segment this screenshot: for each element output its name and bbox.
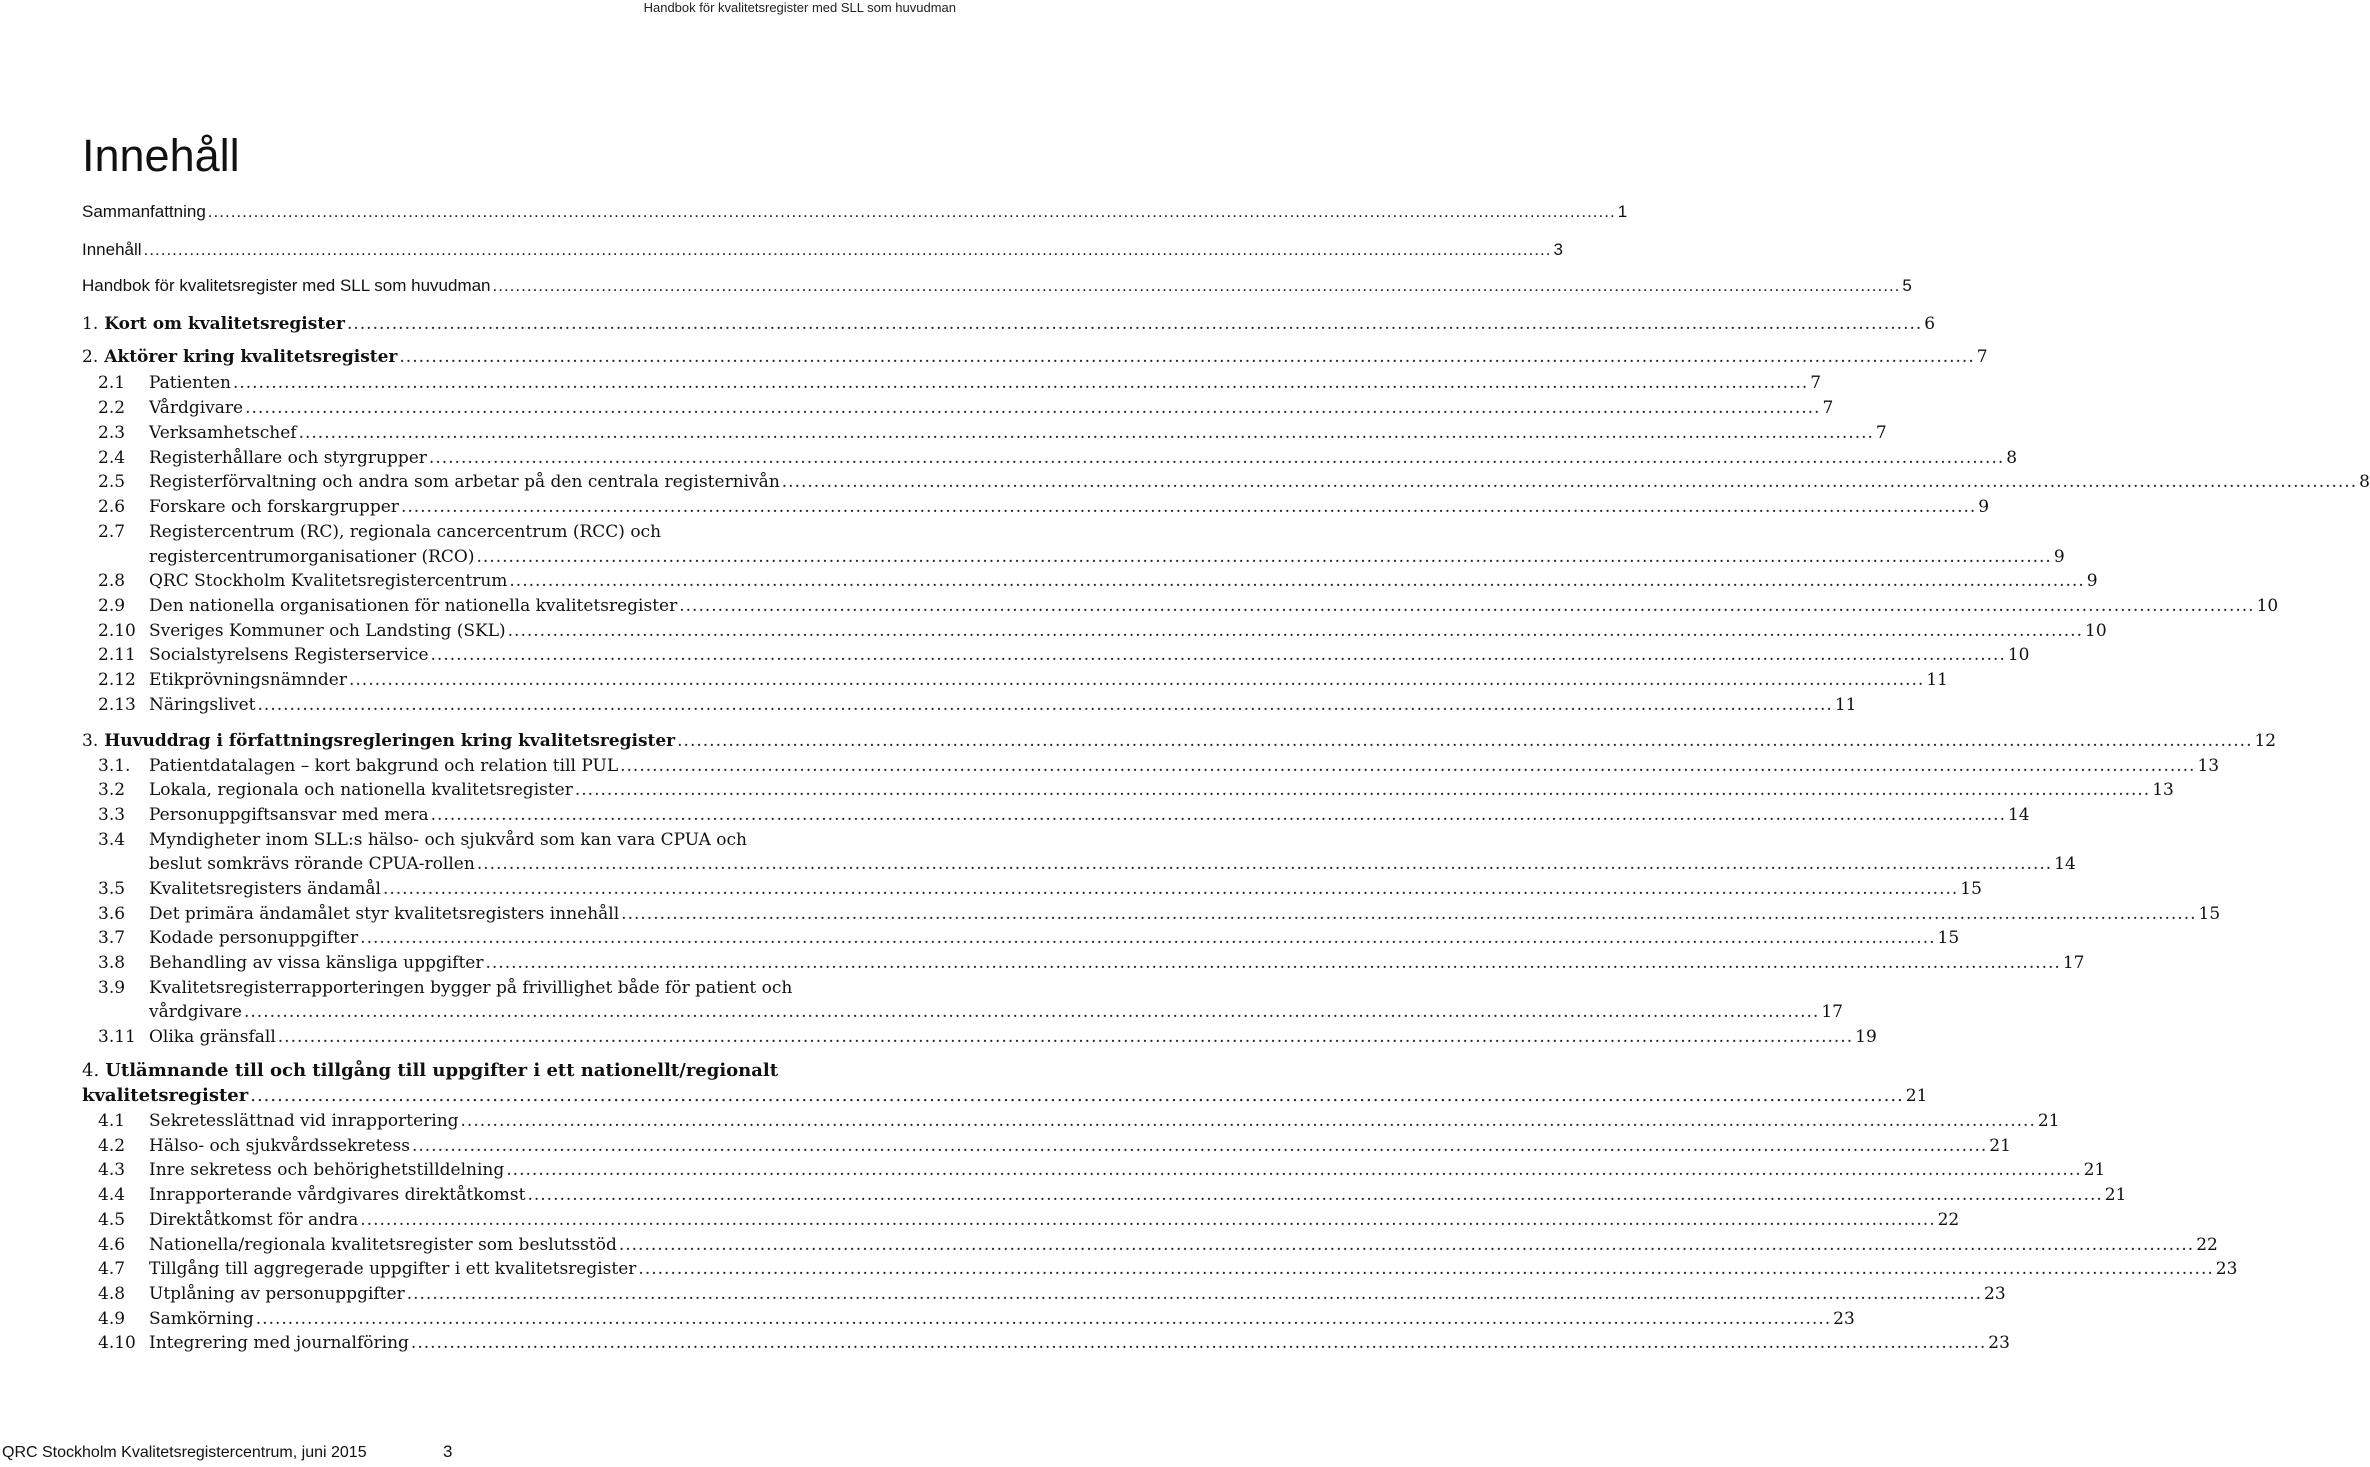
- toc-entry-multiline[interactable]: [98, 976, 897, 1000]
- toc-leader: [399, 345, 1974, 369]
- toc-page: 21: [1905, 1086, 1928, 1106]
- toc-page: 6: [1924, 314, 1936, 334]
- toc-entry[interactable]: [98, 446, 2018, 470]
- toc-leader: [431, 803, 2006, 827]
- toc-page: 11: [1834, 695, 1857, 715]
- toc-title: Aktörer kring kvalitetsregister: [104, 347, 398, 367]
- toc-entry[interactable]: [98, 371, 1822, 395]
- toc-number: 4.4: [98, 1185, 126, 1205]
- toc-page: 7: [1875, 423, 1887, 443]
- toc-page: 10: [2256, 596, 2279, 616]
- toc-title: Kvalitetsregisters ändamål: [149, 879, 381, 899]
- toc-leader: [233, 371, 1808, 395]
- toc-title: Etikprövningsnämnder: [149, 670, 347, 690]
- toc-leader: [245, 396, 1820, 420]
- toc-page: 17: [1821, 1002, 1843, 1022]
- toc-leader: [349, 668, 1924, 692]
- toc-title: QRC Stockholm Kvalitetsregistercentrum: [149, 571, 508, 591]
- toc-leader: [476, 545, 2051, 569]
- toc-leader: [429, 446, 2004, 470]
- toc-page: 9: [1978, 497, 1990, 517]
- toc-entry[interactable]: [98, 877, 1982, 901]
- toc-entry[interactable]: [98, 951, 2085, 975]
- toc-number: 2.12: [98, 670, 136, 690]
- toc-entry[interactable]: [98, 594, 2279, 618]
- toc-number: 4.6: [98, 1235, 126, 1255]
- toc-page: 22: [1937, 1210, 1960, 1230]
- toc-entry[interactable]: [98, 569, 2098, 593]
- toc-entry[interactable]: [98, 1257, 2238, 1281]
- toc-page: 7: [1822, 398, 1834, 418]
- toc-title: Utlämnande till och tillgång till uppgifter i ett nationellt/regionalt: [105, 1060, 779, 1081]
- toc-number: 3.7: [98, 928, 126, 948]
- toc-number: 2.10: [98, 621, 136, 641]
- toc-entry-multiline[interactable]: [98, 520, 897, 544]
- toc-entry[interactable]: [98, 1331, 2010, 1355]
- toc-title: Lokala, regionala och nationella kvalitetsregister: [149, 780, 573, 800]
- toc-leader: [360, 1208, 1935, 1232]
- toc-page: 13: [2152, 780, 2174, 800]
- toc-number: 2.1: [98, 373, 126, 393]
- toc-leader: [412, 1134, 1987, 1158]
- toc-number: 2.13: [98, 695, 136, 715]
- toc-page: 21: [1989, 1136, 2011, 1156]
- toc-leader: [360, 926, 1935, 950]
- toc-page: 23: [2215, 1259, 2238, 1279]
- toc-title: Samkörning: [149, 1309, 254, 1329]
- toc-page: 13: [2197, 756, 2220, 776]
- toc-number: 4.1: [98, 1111, 126, 1131]
- toc-number: 3.4: [98, 830, 126, 850]
- toc-entry-multiline[interactable]: [98, 828, 897, 852]
- toc-entry[interactable]: [98, 1307, 1855, 1331]
- toc-title: Det primära ändamålet styr kvalitetsregisters innehåll: [149, 904, 620, 924]
- toc-page: 3: [1553, 240, 1563, 259]
- toc-entry[interactable]: [98, 1134, 2011, 1158]
- toc-leader: [299, 421, 1874, 445]
- toc-leader: [401, 495, 1976, 519]
- toc-leader: [619, 1233, 2194, 1257]
- toc-leader: [144, 238, 1552, 262]
- toc-title: Innehåll: [82, 240, 142, 259]
- toc-page: 9: [2086, 571, 2098, 591]
- toc-title: Kort om kvalitetsregister: [104, 314, 345, 334]
- toc-leader: [461, 1109, 2036, 1133]
- toc-entry[interactable]: [98, 803, 2030, 827]
- toc-page: 19: [1855, 1027, 1877, 1047]
- toc-number: 2.: [82, 347, 99, 367]
- toc-title: Registerförvaltning och andra som arbetar på den centrala registernivån: [149, 472, 780, 492]
- toc-title: Handbok för kvalitetsregister med SLL som huvudman: [82, 276, 491, 295]
- toc-entry[interactable]: [98, 1025, 1877, 1049]
- toc-title: Myndigheter inom SLL:s hälso- och sjukvård som kan vara CPUA och: [149, 830, 747, 850]
- toc-page: 8: [2359, 472, 2370, 492]
- toc-page: 17: [2062, 953, 2085, 973]
- toc-leader: [431, 643, 2006, 667]
- toc-entry[interactable]: [98, 1282, 2006, 1306]
- toc-entry-handbok[interactable]: [82, 274, 1912, 298]
- toc-leader: [509, 569, 2084, 593]
- toc-leader: [347, 312, 1922, 336]
- toc-entry[interactable]: [98, 778, 2174, 802]
- toc-number: 4.7: [98, 1259, 126, 1279]
- toc-number: 3.5: [98, 879, 126, 899]
- toc-entry[interactable]: [98, 1233, 2218, 1257]
- toc-chapter-1[interactable]: [82, 312, 1936, 336]
- toc-number: 3.9: [98, 978, 126, 998]
- page-title: Innehåll: [82, 130, 240, 181]
- toc-number: 4.: [82, 1060, 100, 1081]
- toc-page: 1: [1617, 202, 1628, 221]
- toc-entry[interactable]: [98, 396, 1834, 420]
- toc-title: Sammanfattning: [82, 202, 206, 221]
- toc-number: 2.4: [98, 448, 126, 468]
- toc-leader: [383, 877, 1958, 901]
- toc-page: 12: [2254, 731, 2277, 751]
- toc-title-continuation: vårdgivare: [149, 1002, 242, 1022]
- toc-page: 11: [1926, 670, 1948, 690]
- toc-page: 21: [2083, 1160, 2106, 1180]
- toc-title: Vårdgivare: [149, 398, 244, 418]
- toc-page: 23: [1988, 1333, 2010, 1353]
- toc-page: 7: [1976, 347, 1988, 367]
- toc-number: 2.8: [98, 571, 126, 591]
- toc-entry[interactable]: [98, 643, 2030, 667]
- toc-leader: [486, 951, 2061, 975]
- toc-leader: [250, 1084, 1904, 1108]
- toc-title: Hälso- och sjukvårdssekretess: [149, 1136, 410, 1156]
- toc-number: 3.6: [98, 904, 126, 924]
- toc-leader: [411, 1331, 1986, 1355]
- toc-leader: [493, 274, 1901, 298]
- toc-title: Sekretesslättnad vid inrapportering: [149, 1111, 459, 1131]
- toc-number: 4.9: [98, 1309, 126, 1329]
- toc-leader: [621, 902, 2196, 926]
- toc-title: Registercentrum (RC), regionala cancercentrum (RCC) och: [149, 522, 662, 542]
- toc-page: 15: [1937, 928, 1960, 948]
- footer-text: QRC Stockholm Kvalitetsregistercentrum, juni 2015: [2, 1444, 367, 1461]
- toc-leader: [278, 1025, 1853, 1049]
- toc-entry-continuation[interactable]: [149, 852, 2076, 876]
- toc-title: Direktåtkomst för andra: [149, 1210, 359, 1230]
- toc-number: 2.7: [98, 522, 126, 542]
- toc-page: 8: [2006, 448, 2018, 468]
- toc-leader: [638, 1257, 2213, 1281]
- toc-title: Kodade personuppgifter: [149, 928, 359, 948]
- toc-entry-sammanfattning[interactable]: [82, 200, 1628, 224]
- toc-page: 21: [2104, 1185, 2127, 1205]
- toc-title: Utplåning av personuppgifter: [149, 1284, 405, 1304]
- toc-entry-innehall[interactable]: [82, 238, 1563, 262]
- toc-number: 2.6: [98, 497, 126, 517]
- toc-page: 14: [2007, 805, 2030, 825]
- toc-title-continuation: beslut somkrävs rörande CPUA-rollen: [149, 854, 475, 874]
- toc-title: Inre sekretess och behörighetstilldelning: [149, 1160, 505, 1180]
- toc-leader: [256, 1307, 1831, 1331]
- toc-entry[interactable]: [98, 754, 2220, 778]
- toc-title: Den nationella organisationen för nationella kvalitetsregister: [149, 596, 678, 616]
- toc-number: 4.2: [98, 1136, 126, 1156]
- toc-page: 5: [1902, 276, 1912, 295]
- toc-chapter-3[interactable]: [82, 729, 2277, 753]
- toc-title: Integrering med journalföring: [149, 1333, 409, 1353]
- toc-title: Näringslivet: [149, 695, 256, 715]
- toc-entry[interactable]: [98, 619, 2107, 643]
- toc-title: Personuppgiftsansvar med mera: [149, 805, 429, 825]
- toc-leader: [527, 1183, 2102, 1207]
- toc-title: Socialstyrelsens Registerservice: [149, 645, 429, 665]
- toc-entry[interactable]: [98, 1208, 1960, 1232]
- toc-chapter-4-continuation[interactable]: [82, 1084, 1928, 1108]
- toc-number: 4.3: [98, 1160, 126, 1180]
- toc-leader: [244, 1000, 1819, 1024]
- toc-leader: [677, 729, 2252, 753]
- toc-chapter-2[interactable]: [82, 345, 1988, 369]
- toc-leader: [782, 470, 2357, 494]
- toc-title: Patienten: [149, 373, 231, 393]
- toc-leader: [407, 1282, 1982, 1306]
- toc-entry[interactable]: [98, 470, 2370, 494]
- toc-number: 2.9: [98, 596, 126, 616]
- toc-leader: [679, 594, 2254, 618]
- running-header: Handbok för kvalitetsregister med SLL som huvudman: [643, 0, 956, 15]
- toc-title: Olika gränsfall: [149, 1027, 276, 1047]
- toc-entry[interactable]: [98, 421, 1887, 445]
- toc-number: 3.2: [98, 780, 126, 800]
- toc-number: 2.2: [98, 398, 126, 418]
- toc-number: 3.8: [98, 953, 126, 973]
- toc-number: 1.: [82, 314, 99, 334]
- toc-number: 2.11: [98, 645, 136, 665]
- toc-number: 3.3: [98, 805, 126, 825]
- toc-entry-continuation[interactable]: [149, 545, 2065, 569]
- toc-entry[interactable]: [98, 1109, 2060, 1133]
- toc-leader: [208, 200, 1616, 224]
- toc-entry[interactable]: [98, 1158, 2106, 1182]
- toc-title: Huvuddrag i författningsregleringen kring kvalitetsregister: [104, 731, 676, 751]
- toc-entry[interactable]: [98, 668, 1948, 692]
- toc-number: 4.5: [98, 1210, 126, 1230]
- toc-title-continuation: kvalitetsregister: [82, 1085, 249, 1106]
- toc-page: 23: [1984, 1284, 2006, 1304]
- toc-entry[interactable]: [98, 902, 2221, 926]
- toc-leader: [620, 754, 2195, 778]
- toc-title: Inrapporterande vårdgivares direktåtkomst: [149, 1185, 526, 1205]
- toc-title: Sveriges Kommuner och Landsting (SKL): [149, 621, 506, 641]
- toc-page: 10: [2007, 645, 2030, 665]
- toc-title: Tillgång till aggregerade uppgifter i ett kvalitetsregister: [149, 1259, 637, 1279]
- toc-title: Verksamhetschef: [149, 423, 297, 443]
- toc-leader: [508, 619, 2083, 643]
- toc-entry[interactable]: [98, 693, 1857, 717]
- toc-title: Behandling av vissa känsliga uppgifter: [149, 953, 484, 973]
- toc-entry-continuation[interactable]: [149, 1000, 1843, 1024]
- toc-number: 4.10: [98, 1333, 136, 1353]
- toc-page: 7: [1810, 373, 1822, 393]
- toc-number: 3.: [82, 731, 99, 751]
- toc-title: Registerhållare och styrgrupper: [149, 448, 427, 468]
- toc-page: 21: [2037, 1111, 2060, 1131]
- toc-number: 3.1.: [98, 756, 131, 776]
- toc-number: 4.8: [98, 1284, 126, 1304]
- toc-entry[interactable]: [98, 495, 1990, 519]
- toc-page: 9: [2053, 547, 2065, 567]
- toc-page: 15: [1960, 879, 1982, 899]
- toc-leader: [477, 852, 2052, 876]
- toc-number: 2.3: [98, 423, 126, 443]
- toc-title: Patientdatalagen – kort bakgrund och relation till PUL: [149, 756, 619, 776]
- toc-title-continuation: registercentrumorganisationer (RCO): [149, 547, 475, 567]
- toc-leader: [258, 693, 1833, 717]
- toc-page: 23: [1833, 1309, 1855, 1329]
- toc-leader: [506, 1158, 2081, 1182]
- toc-number: 3.11: [98, 1027, 136, 1047]
- toc-leader: [575, 778, 2150, 802]
- toc-chapter-4[interactable]: [82, 1059, 897, 1083]
- toc-number: 2.5: [98, 472, 126, 492]
- toc-page: 15: [2198, 904, 2221, 924]
- toc-title: Forskare och forskargrupper: [149, 497, 399, 517]
- toc-page: 10: [2085, 621, 2107, 641]
- toc-entry[interactable]: [98, 926, 1960, 950]
- toc-title: Kvalitetsregisterrapporteringen bygger på frivillighet både för patient och: [149, 978, 793, 998]
- toc-page: 22: [2196, 1235, 2218, 1255]
- toc-title: Nationella/regionala kvalitetsregister som beslutsstöd: [149, 1235, 617, 1255]
- toc-entry[interactable]: [98, 1183, 2127, 1207]
- toc-page: 14: [2054, 854, 2076, 874]
- footer-page-number: 3: [443, 1442, 453, 1461]
